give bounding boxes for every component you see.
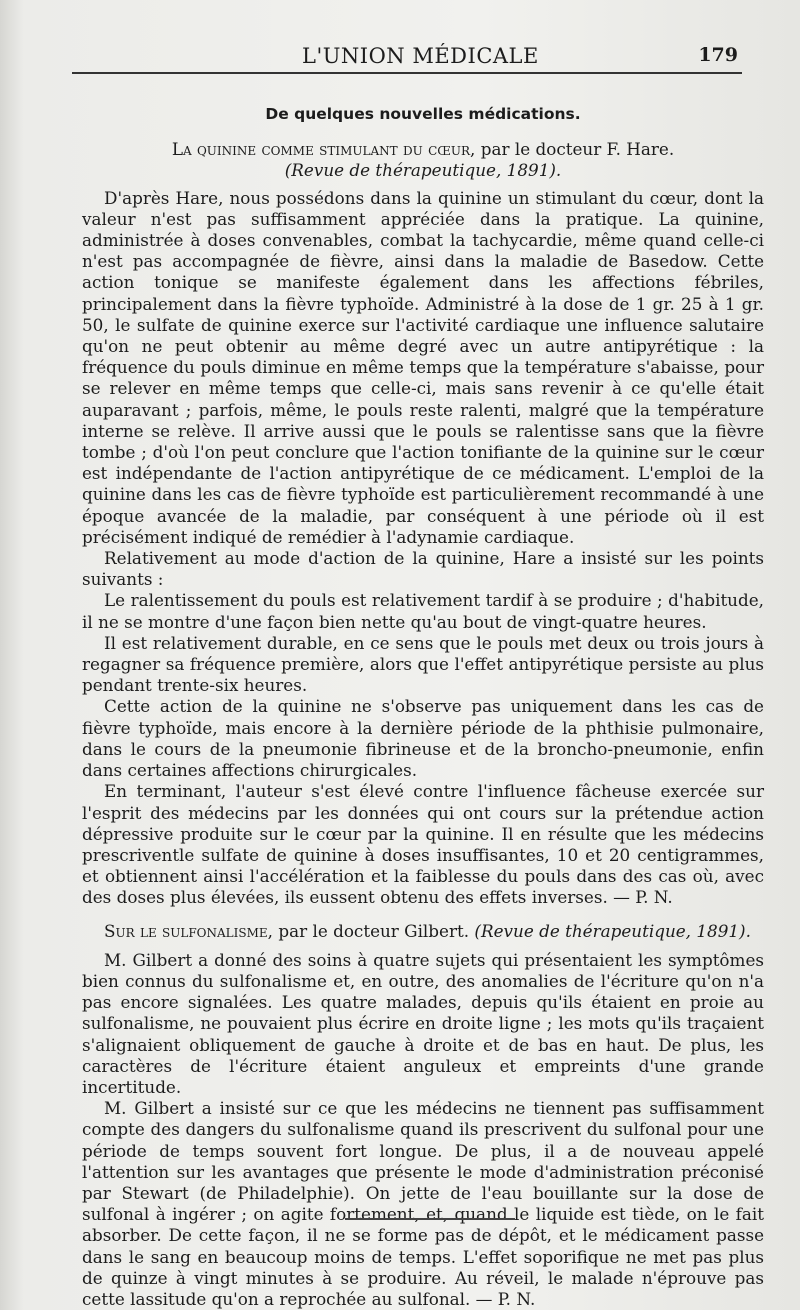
article1-paragraph: Le ralentissement du pouls est relativement tardif à se produire ; d'habitude, il ne se montre d'une façon bien nette qu'au bout de vingt-quatre heures. (82, 590, 764, 632)
article2-byline: par le docteur Gilbert. (278, 920, 470, 941)
page-number: 179 (698, 44, 738, 66)
footer-rule (345, 1218, 515, 1220)
article1-paragraph: Cette action de la quinine ne s'observe pas uniquement dans les cas de fièvre typhoïde, mais encore à la dernière période de la phthisie pulmonaire, dans le cours de la pneumonie fibrineuse et de la broncho-pneumonie, enfin dans certaines affections chirurgicales. (82, 696, 764, 781)
article1-source (82, 160, 764, 181)
journal-title: L'UNION MÉDICALE (302, 44, 539, 68)
article2-source: (Revue de thérapeutique, 1891). (474, 920, 751, 941)
running-header (72, 36, 748, 72)
article1-paragraph: En terminant, l'auteur s'est élevé contre l'influence fâcheuse exercée sur l'esprit des médecins par les données qui ont cours sur la prétendue action dépressive produite sur le cœur par la quinine. Il en résulte que les médecins prescriventle sulfate de quinine à doses insuffisantes, 10 et 20 centigrammes, et obtiennent ainsi l'accélération et la faiblesse du pouls dans des cas où, avec des doses plus élevées, ils eussent obtenu des effets inverses. — P. N. (82, 781, 764, 908)
article1-heading (82, 139, 764, 160)
article2-paragraph: M. Gilbert a insisté sur ce que les médecins ne tiennent pas suffisamment compte des dangers du sulfonalisme quand ils prescrivent du sulfonal pour une période de temps souvent fort longue. De plus, il a de nouveau appelé l'attention sur les avantages que présente le mode d'administration préconisé par Stewart (de Philadelphie). On jette de l'eau bouillante sur la dose de sulfonal à ingérer ; on agite fortement, et, quand le liquide est tiède, on le fait absorber. De cette façon, il ne se forme pas de dépôt, et le médicament passe dans le sang en beaucoup moins de temps. L'effet soporifique ne met pas plus de quinze à vingt minutes à se produire. Au réveil, le malade n'éprouve pas cette lassitude qu'on a reprochée au sulfonal. — P. N. (82, 1098, 764, 1309)
article1-source-text: (Revue de thérapeutique, 1891). (284, 160, 562, 181)
section-title: De quelques nouvelles médications. (265, 105, 581, 123)
article1-body (82, 188, 764, 909)
article1-title: La quinine comme stimulant du cœur, (171, 139, 476, 160)
article2-paragraph: M. Gilbert a donné des soins à quatre sujets qui présentaient les symptômes bien connus du sulfonalisme et, en outre, des anomalies de l'écriture qu'on n'a pas encore signalées. Les quatre malades, depuis qu'ils étaient en proie au sulfonalisme, ne pouvaient plus écrire en droite ligne ; les mots qu'ils traçaient s'alignaient obliquement de gauche à droite et de bas en haut. De plus, les caractères de l'écriture étaient anguleux et empreints d'une grande incertitude. (82, 949, 764, 1097)
article1-paragraph: Il est relativement durable, en ce sens que le pouls met deux ou trois jours à regagner sa fréquence première, alors que l'effet antipyrétique persiste au plus pendant trente-six heures. (82, 632, 764, 696)
article2-body (82, 950, 764, 1310)
header-rule (72, 72, 742, 74)
article2-heading (82, 921, 764, 942)
article2-title: Sur le sulfonalisme, (104, 920, 273, 941)
article1-byline: par le docteur F. Hare. (480, 139, 675, 160)
page-content (82, 104, 764, 1310)
article1-paragraph: Relativement au mode d'action de la quinine, Hare a insisté sur les points suivants : (82, 548, 764, 590)
article1-paragraph: D'après Hare, nous possédons dans la quinine un stimulant du cœur, dont la valeur n'est pas suffisamment appréciée dans la pratique. La quinine, administrée à doses convenables, combat la tachycardie, même quand celle-ci n'est pas accompagnée de fièvre, ainsi dans la maladie de Basedow. Cette action tonique se manifeste également dans les affections fébriles, principalement dans la fièvre typhoïde. Administré à la dose de 1 gr. 25 à 1 gr. 50, le sulfate de quinine exerce sur l'activité cardiaque une influence salutaire qu'on ne peut obtenir au même degré avec un autre antipyrétique : la fréquence du pouls diminue en même temps que la température s'abaisse, pour se relever en même temps que celle-ci, mais sans revenir à ce qu'elle était auparavant ; parfois, même, le pouls reste ralenti, malgré que la température interne se relève. Il arrive aussi que le pouls se ralentisse sans que la fièvre tombe ; d'où l'on peut conclure que l'action tonifiante de la quinine sur le cœur est indépendante de l'action antipyrétique de ce médicament. L'emploi de la quinine dans les cas de fièvre typhoïde est particulièrement recommandé à une époque avancée de la maladie, par conséquent à une période où il est précisément indiqué de remédier à l'adynamie cardiaque. (82, 187, 764, 547)
